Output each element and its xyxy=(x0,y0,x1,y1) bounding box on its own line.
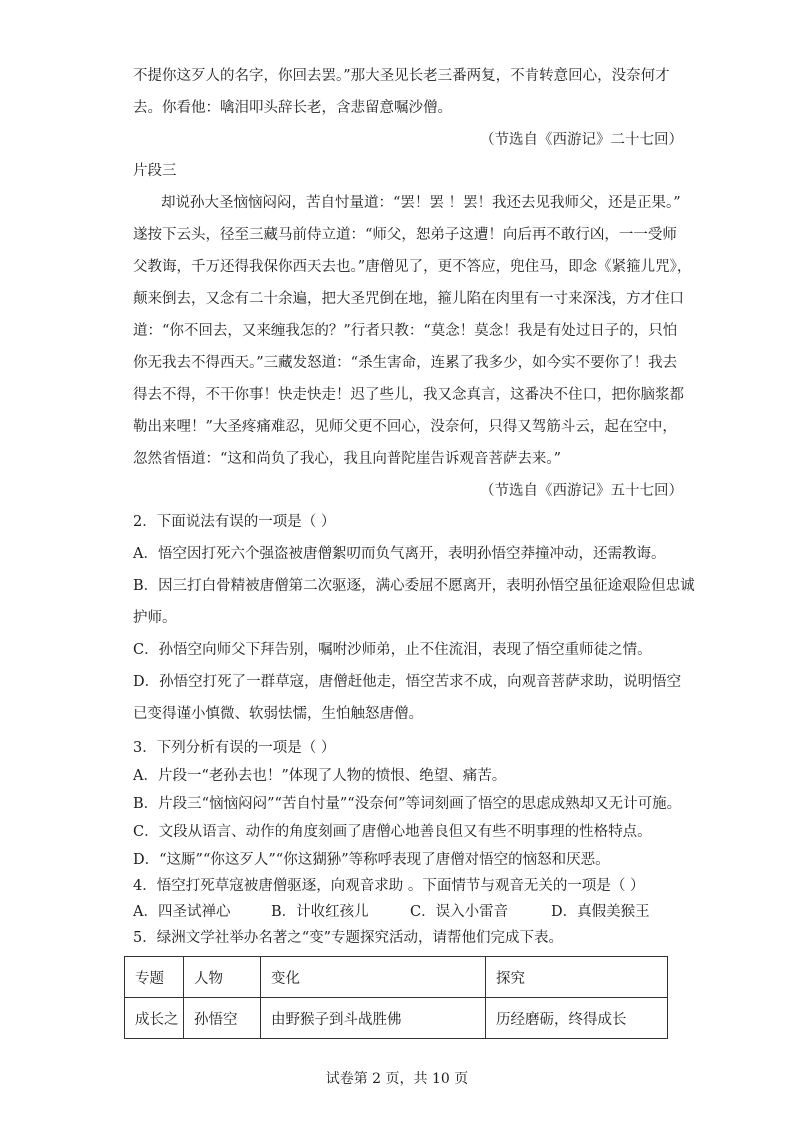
table-cell: 成长之 xyxy=(125,998,184,1039)
question-4-option-d: D．真假美猴王 xyxy=(551,904,650,920)
question-2-option-c: C．孙悟空向师父下拜告别，嘱咐沙师弟，止不住流泪，表现了悟空重师徒之情。 xyxy=(133,642,652,658)
question-3-stem: 3．下列分析有误的一项是（ ） xyxy=(133,740,336,756)
passage-line: 得去不得，不干你事！快走快走！迟了些儿，我又念真言，这番决不住口，把你脑浆都 xyxy=(133,387,684,403)
question-2-option-b: B．因三打白骨精被唐僧第二次驱逐，满心委屈不愿离开，表明孙悟空虽征途艰险但忠诚 xyxy=(133,578,695,594)
question-2-option-d: D．孙悟空打死了一群草寇，唐僧赶他走，悟空苦求不成，向观音菩萨求助，说明悟空 xyxy=(133,674,682,690)
passage-line: 道：“你不回去，又来缠我怎的？”行者只教：“莫念！莫念！我是有处过日子的，只怕 xyxy=(133,323,678,339)
passage-source: （节选自《西游记》五十七回） xyxy=(480,483,683,499)
question-2-option-a: A．悟空因打死六个强盗被唐僧絮叨而负气离开，表明孙悟空莽撞冲动，还需教诲。 xyxy=(133,546,666,562)
table-row xyxy=(125,998,668,1039)
question-4-option-c: C．误入小雷音 xyxy=(410,904,509,920)
passage-line: 颠来倒去，又念有二十余遍，把大圣咒倒在地，箍儿陷在肉里有一寸来深浅，方才住口 xyxy=(133,291,684,307)
table-header-cell: 专题 xyxy=(125,957,184,998)
passage-line: 去。你看他：噙泪叩头辞长老，含悲留意嘱沙僧。 xyxy=(133,100,452,116)
table-cell: 孙悟空 xyxy=(184,998,261,1039)
question-5-stem: 5．绿洲文学社举办名著之“变”专题探究活动，请帮他们完成下表。 xyxy=(133,930,564,946)
question-4-option-a: A．四圣试禅心 xyxy=(133,904,231,920)
table-cell: 历经磨砺，终得成长 xyxy=(486,998,668,1039)
question-3-option-b: B．片段三“恼恼闷闷”“苦自忖量”“没奈何”等词刻画了悟空的思虑成熟却又无计可施。 xyxy=(133,796,682,812)
question-3-option-a: A．片段一“老孙去也！”体现了人物的愤恨、绝望、痛苦。 xyxy=(133,768,507,784)
passage-line: 父教诲，千万还得我保你西天去也。”唐僧见了，更不答应，兜住马，即念《紧箍儿咒》， xyxy=(133,259,692,275)
question-3-option-c: C．文段从语言、动作的角度刻画了唐僧心地善良但又有些不明事理的性格特点。 xyxy=(133,824,652,840)
table-header-cell: 人物 xyxy=(184,957,261,998)
table-header-cell: 变化 xyxy=(261,957,486,998)
question-2-stem: 2．下面说法有误的一项是（ ） xyxy=(133,514,336,530)
fragment-label: 片段三 xyxy=(133,163,177,179)
passage-line: 忽然省悟道：“这和尚负了我心，我且向普陀崖告诉观音菩萨去来。” xyxy=(133,451,562,467)
passage-line: 却说孙大圣恼恼闷闷，苦自忖量道：“罢！罢 ！罢！我还去见我师父，还是正果。” xyxy=(161,195,681,211)
table-cell: 由野猴子到斗战胜佛 xyxy=(261,998,486,1039)
passage-line: 遂按下云头，径至三藏马前侍立道：“师父，恕弟子这遭！向后再不敢行凶，一一受师 xyxy=(133,227,677,243)
question-4-stem: 4．悟空打死草寇被唐僧驱逐，向观音求助 。下面情节与观音无关的一项是（ ） xyxy=(133,878,645,894)
passage-line: 不提你这歹人的名字，你回去罢。”那大圣见长老三番两复，不肯转意回心，没奈何才 xyxy=(133,68,670,84)
question-4-option-b: B．计收红孩儿 xyxy=(271,904,369,920)
question-2-option-d-cont: 已变得谨小慎微、软弱怯懦，生怕触怒唐僧。 xyxy=(133,706,423,722)
question-2-option-b-cont: 护师。 xyxy=(133,610,177,626)
page-footer: 试卷第 2 页，共 10 页 xyxy=(325,1071,469,1087)
passage-line: 勒出来哩！”大圣疼痛难忍，见师父更不回心，没奈何，只得又驾筋斗云，起在空中， xyxy=(133,419,677,435)
passage-source: （节选自《西游记》二十七回） xyxy=(480,132,683,148)
passage-line: 你无我去不得西天。”三藏发怒道：“杀生害命，连累了我多少，如今实不要你了！我去 xyxy=(133,355,678,371)
table-header-cell: 探究 xyxy=(486,957,668,998)
table-header-row xyxy=(125,957,668,998)
answer-table xyxy=(124,956,668,1039)
question-3-option-d: D．“这厮”“你这歹人”“你这猢狲”等称呼表现了唐僧对悟空的恼怒和厌恶。 xyxy=(133,852,610,868)
